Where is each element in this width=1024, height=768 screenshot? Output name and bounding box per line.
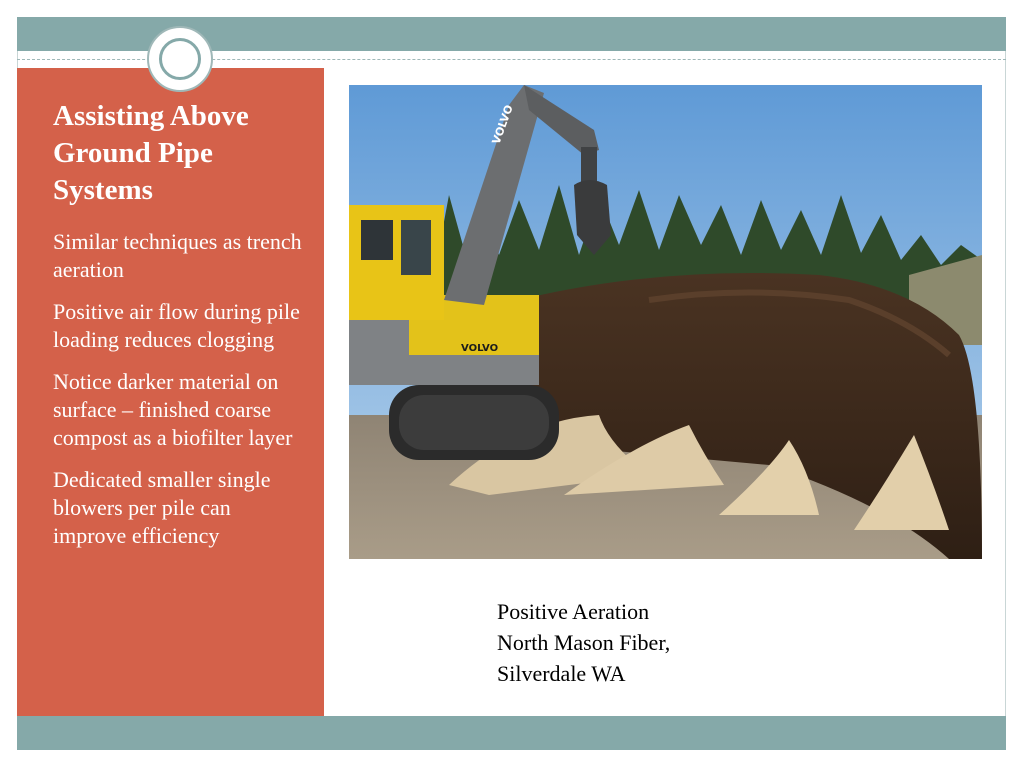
slide-title: Assisting Above Ground Pipe Systems [53,100,249,206]
circle-ornament-inner [159,38,201,80]
bullet-item: Dedicated smaller single blowers per pile can improve efficiency [53,467,271,548]
caption-line: Silverdale WA [497,661,626,686]
bullet-item: Notice darker material on surface – finished coarse compost as a biofilter layer [53,369,293,450]
circle-ornament-icon [147,26,213,92]
bullet-item: Positive air flow during pile loading reduces clogging [53,299,300,352]
excavator-compost-photo [349,85,982,559]
bottom-accent-band [17,716,1006,750]
bullet-list [53,228,308,564]
body-brand-label: VOLVO [461,343,499,354]
photo-caption [497,596,797,689]
boom-brand-label: VOLVO [489,103,516,147]
caption-line: Positive Aeration [497,599,650,624]
caption-line: North Mason Fiber, [497,630,671,655]
bullet-item: Similar techniques as trench aeration [53,229,302,282]
